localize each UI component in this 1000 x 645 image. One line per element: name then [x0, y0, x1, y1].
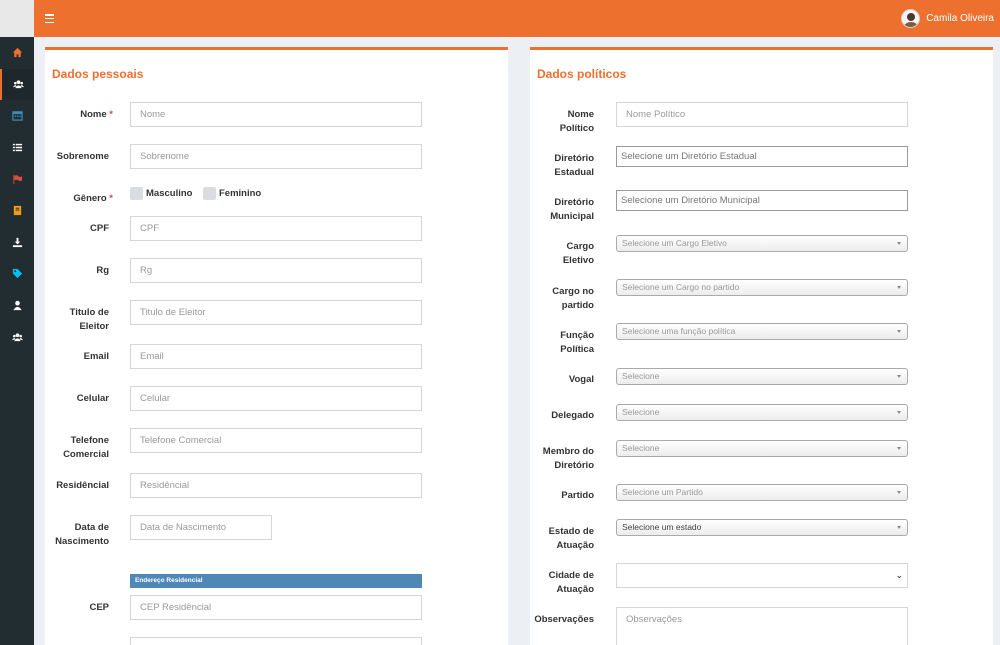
- partido-label: Partido: [561, 490, 594, 501]
- sidebar-item-tag[interactable]: [0, 258, 34, 290]
- funcao-politica-label: Função Política: [560, 330, 594, 355]
- list-icon: [12, 142, 23, 153]
- rg-label: Rg: [96, 265, 109, 276]
- diretorio-estadual-select[interactable]: Selecione um Diretório Estadual: [616, 146, 908, 167]
- menu-toggle-icon[interactable]: [45, 14, 54, 23]
- chevron-down-icon: ⌄: [895, 570, 903, 580]
- cidade-atuacao-select[interactable]: [616, 563, 908, 588]
- estado-atuacao-select[interactable]: Selecione um estado: [616, 519, 908, 536]
- observacoes-label: Observações: [534, 614, 594, 625]
- cargo-eletivo-select[interactable]: Selecione um Cargo Eletivo: [616, 235, 908, 252]
- cep-label: CEP: [89, 602, 109, 613]
- cargo-partido-label: Cargo no partido: [552, 286, 594, 311]
- residencial-input[interactable]: Residêncial: [130, 473, 422, 498]
- sidebar-item-user[interactable]: [0, 290, 34, 322]
- caret-down-icon: [897, 286, 901, 289]
- sidebar: [0, 0, 34, 645]
- diretorio-municipal-select[interactable]: Selecione um Diretório Municipal: [616, 190, 908, 211]
- membro-diretorio-select[interactable]: Selecione: [616, 440, 908, 457]
- data-nascimento-input[interactable]: Data de Nascimento: [130, 515, 272, 540]
- user-menu[interactable]: [901, 9, 994, 28]
- group-icon: [12, 332, 23, 343]
- data-nascimento-label: Data de Nascimento: [55, 522, 109, 547]
- sidebar-item-users[interactable]: [0, 69, 34, 101]
- diretorio-estadual-label: Diretório Estadual: [554, 153, 594, 178]
- membro-diretorio-label: Membro do Diretório: [542, 446, 594, 471]
- sidebar-item-calendar[interactable]: [0, 100, 34, 132]
- sidebar-item-flag[interactable]: [0, 163, 34, 195]
- calendar-icon: [12, 110, 23, 121]
- vogal-label: Vogal: [568, 374, 594, 385]
- user-icon: [12, 300, 23, 311]
- nome-label: Nome *: [80, 109, 113, 120]
- caret-down-icon: [897, 330, 901, 333]
- download-icon: [12, 237, 23, 248]
- sidebar-item-book[interactable]: [0, 195, 34, 227]
- delegado-label: Delegado: [551, 410, 594, 421]
- avatar: [901, 9, 920, 28]
- endereco-residencial-header: Endereço Residencial: [130, 574, 422, 588]
- caret-down-icon: [897, 375, 901, 378]
- sidebar-item-home[interactable]: [0, 37, 34, 69]
- genero-label: Gênero *: [73, 193, 113, 204]
- panel-title: Dados pessoais: [52, 67, 144, 81]
- observacoes-textarea[interactable]: Observações: [616, 607, 908, 645]
- caret-down-icon: [897, 447, 901, 450]
- sidebar-item-group[interactable]: [0, 321, 34, 353]
- political-data-panel: [530, 47, 993, 645]
- cidade-atuacao-label: Cidade de Atuação: [548, 570, 594, 595]
- rg-input[interactable]: Rg: [130, 258, 422, 283]
- caret-down-icon: [897, 242, 901, 245]
- email-label: Email: [83, 351, 109, 362]
- tag-icon: [12, 268, 23, 279]
- cargo-partido-select[interactable]: Selecione um Cargo no partido: [616, 279, 908, 296]
- caret-down-icon: [897, 411, 901, 414]
- sidebar-logo-area: [0, 0, 34, 37]
- diretorio-municipal-label: Diretório Municipal: [550, 197, 594, 222]
- delegado-select[interactable]: Selecione: [616, 404, 908, 421]
- caret-down-icon: [897, 526, 901, 529]
- genero-feminino-radio[interactable]: Feminino: [203, 187, 261, 200]
- users-icon: [13, 79, 24, 90]
- book-icon: [12, 205, 23, 216]
- home-icon: [12, 47, 23, 58]
- caret-down-icon: [897, 491, 901, 494]
- genero-masculino-radio[interactable]: Masculino: [130, 187, 192, 200]
- personal-data-panel: [45, 47, 508, 645]
- email-input[interactable]: Email: [130, 344, 422, 369]
- celular-label: Celular: [76, 393, 109, 404]
- cargo-eletivo-label: Cargo Eletivo: [562, 241, 594, 266]
- titulo-eleitor-input[interactable]: Titulo de Eleitor: [130, 300, 422, 325]
- cpf-label: CPF: [90, 223, 109, 234]
- sobrenome-input[interactable]: Sobrenome: [130, 144, 422, 169]
- estado-atuacao-label: Estado de Atuação: [548, 526, 594, 551]
- funcao-politica-select[interactable]: Selecione uma função política: [616, 323, 908, 340]
- nome-input[interactable]: Nome: [130, 102, 422, 127]
- nome-politico-label: Nome Político: [559, 109, 594, 134]
- celular-input[interactable]: Celular: [130, 386, 422, 411]
- sidebar-item-list[interactable]: [0, 132, 34, 164]
- partido-select[interactable]: Selecione um Partido: [616, 484, 908, 501]
- nome-politico-input[interactable]: Nome Político: [616, 102, 908, 127]
- cep-input[interactable]: CEP Residêncial: [130, 595, 422, 620]
- flag-icon: [12, 174, 23, 185]
- titulo-eleitor-label: Titulo de Eleitor: [69, 307, 109, 332]
- next-address-input[interactable]: [130, 637, 422, 645]
- panel-title: Dados políticos: [537, 67, 627, 81]
- top-navbar: [34, 0, 1000, 37]
- sidebar-item-download[interactable]: [0, 227, 34, 259]
- vogal-select[interactable]: Selecione: [616, 368, 908, 385]
- telefone-comercial-label: Telefone Comercial: [63, 435, 109, 460]
- telefone-comercial-input[interactable]: Telefone Comercial: [130, 428, 422, 453]
- user-name: Camila Oliveira: [926, 13, 994, 24]
- sobrenome-label: Sobrenome: [56, 151, 109, 162]
- cpf-input[interactable]: CPF: [130, 216, 422, 241]
- residencial-label: Residêncial: [56, 480, 109, 491]
